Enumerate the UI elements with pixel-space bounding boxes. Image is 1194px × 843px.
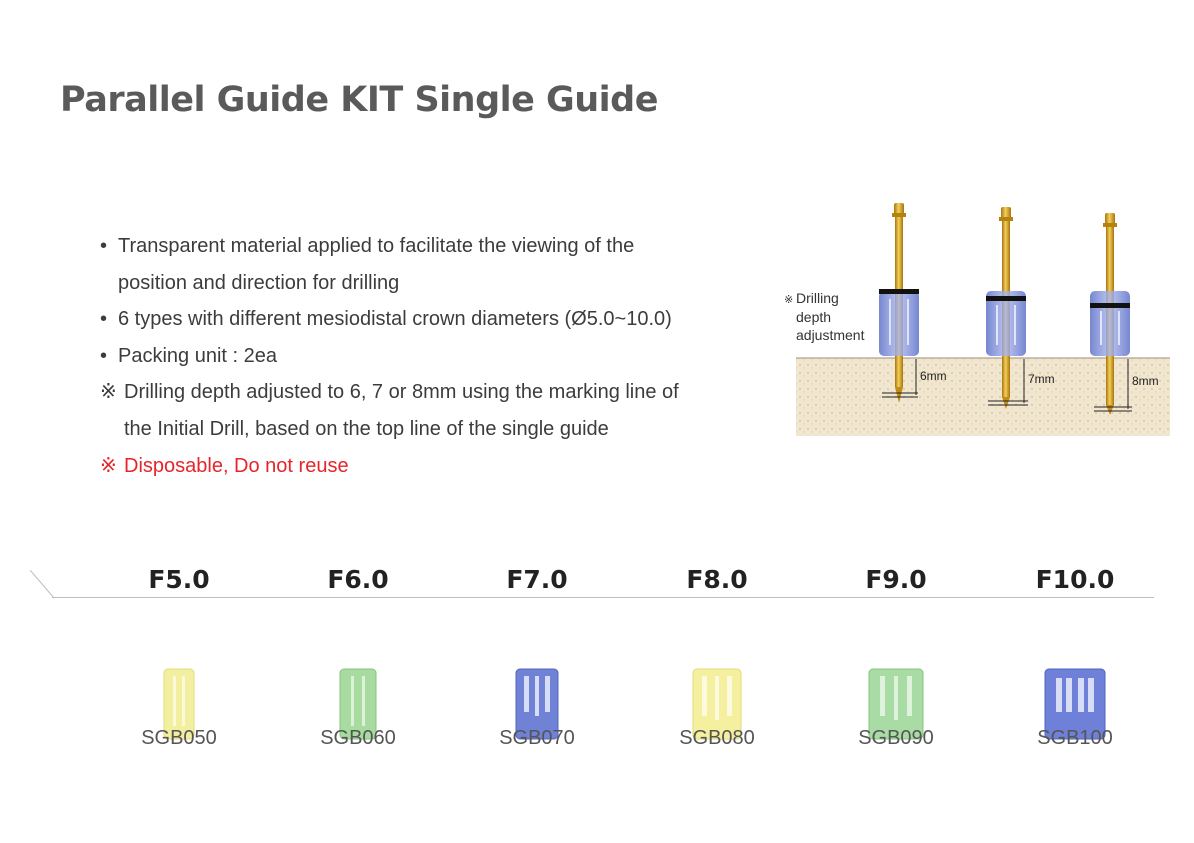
figure-note-line: adjustment — [796, 327, 865, 343]
product-sgb060 — [283, 562, 433, 749]
warning-marker: ※ — [100, 454, 117, 477]
product-sgb100 — [1000, 562, 1150, 749]
warning-item — [100, 448, 780, 485]
product-size: F9.0 — [865, 565, 927, 594]
guide-sleeve-image — [642, 598, 792, 718]
figure-note-line: Drilling — [796, 290, 839, 306]
depth-label-6mm: 6mm — [920, 369, 947, 383]
drilling-depth-illustration — [782, 195, 1174, 445]
figure-note-marker: ※ — [784, 293, 794, 306]
bullet-item — [100, 228, 780, 265]
product-size: F5.0 — [148, 565, 210, 594]
guide-sleeve-image — [462, 598, 612, 718]
bullet-text: position and direction for drilling — [118, 271, 400, 294]
guide-sleeve-image — [283, 598, 433, 718]
product-size: F6.0 — [327, 565, 389, 594]
product-code: SGB080 — [679, 727, 755, 749]
divider-accent — [30, 570, 70, 600]
bullet-marker: • — [100, 308, 108, 331]
figure-note-line: depth — [796, 309, 832, 325]
warning-text: Disposable, Do not reuse — [124, 454, 349, 477]
page-title: Parallel Guide KIT Single Guide — [60, 80, 658, 120]
note-text: Drilling depth adjusted to 6, 7 or 8mm using the marking line of — [124, 381, 679, 404]
bullet-item — [100, 301, 780, 338]
feature-list — [100, 228, 780, 484]
bullet-item — [100, 338, 780, 375]
note-text: the Initial Drill, based on the top line of the single guide — [124, 417, 609, 440]
guide-sleeve-image — [821, 598, 971, 718]
drill-guide-diagram — [782, 195, 1174, 445]
bullet-marker: • — [100, 344, 108, 367]
product-code: SGB070 — [499, 727, 575, 749]
bullet-item-continuation — [100, 265, 780, 302]
product-sgb080 — [642, 562, 792, 749]
note-item-continuation — [100, 411, 780, 448]
product-code: SGB060 — [320, 727, 396, 749]
product-sgb090 — [821, 562, 971, 749]
product-size: F8.0 — [686, 565, 748, 594]
product-size: F7.0 — [506, 565, 568, 594]
guide-sleeve-image — [104, 598, 254, 718]
depth-label-7mm: 7mm — [1028, 372, 1055, 386]
product-code: SGB090 — [858, 727, 934, 749]
note-marker: ※ — [100, 381, 117, 404]
note-item — [100, 374, 780, 411]
product-size: F10.0 — [1035, 565, 1115, 594]
bullet-text: Packing unit : 2ea — [118, 344, 277, 367]
bullet-text: Transparent material applied to facilitate the viewing of the — [118, 235, 635, 257]
product-code: SGB100 — [1037, 727, 1113, 749]
bullet-text: 6 types with different mesiodistal crown diameters (Ø5.0~10.0) — [118, 308, 672, 331]
guide-sleeve-image — [1000, 598, 1150, 718]
product-code: SGB050 — [141, 727, 217, 749]
product-sgb050 — [104, 562, 254, 749]
depth-label-8mm: 8mm — [1132, 374, 1159, 388]
product-sgb070 — [462, 562, 612, 749]
bullet-marker: • — [100, 235, 108, 257]
